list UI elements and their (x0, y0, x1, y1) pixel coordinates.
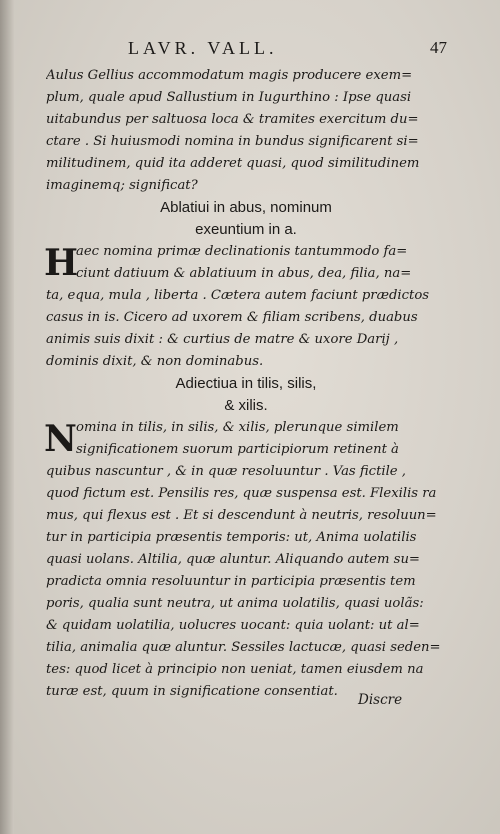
heading-line: exeuntium in a. (195, 221, 297, 238)
drop-cap-initial: H (44, 242, 79, 284)
text-line: ctare . Si huiusmodi nomina in bundus significarent si= (46, 134, 419, 149)
text-line: poris, qualia sunt neutra, ut anima uolatilis, quasi uolãs: (46, 596, 424, 611)
page-header (0, 38, 500, 62)
text-block (46, 65, 446, 703)
text-line: plum, quale apud Sallustium in Iugurthino : Ipse quasi (46, 90, 412, 105)
text-line: animis suis dixit : & curtius de matre & uxore Darij , (46, 332, 399, 347)
text-line: casus in is. Cicero ad uxorem & filiam scribens, duabus (46, 310, 418, 325)
text-line: turæ est, quum in significatione consentiat. (46, 684, 338, 699)
text-line: pradicta omnia resoluuntur in participia præsentis tem (46, 574, 416, 589)
text-line: mus, qui flexus est . Et si descendunt à neutris, resoluun= (46, 508, 437, 523)
running-head: LAVR. VALL. (128, 38, 278, 58)
paragraph-gellius (46, 65, 446, 197)
text-line: tes: quod licet à principio non ueniat, tamen eiusdem na (46, 662, 424, 677)
text-line: Aulus Gellius accommodatum magis producere exem= (46, 68, 413, 83)
heading-line: Adiectiua in tilis, silis, (175, 375, 317, 392)
heading-line: & xilis. (224, 397, 268, 414)
text-line: ciunt datiuum & ablatiuum in abus, dea, filia, na= (76, 266, 412, 281)
text-line: & quidam uolatilia, uolucres uocant: quia uolant: ut al= (46, 618, 420, 633)
text-line: significationem suorum participiorum retinent à (76, 442, 399, 457)
page-number: 47 (430, 38, 447, 57)
text-line: quod fictum est. Pensilis res, quæ suspensa est. Flexilis ra (46, 486, 437, 501)
text-line: tur in participia præsentis temporis: ut, Anima uolatilis (46, 530, 417, 545)
text-line: militudinem, quid ita adderet quasi, quod similitudinem (46, 156, 420, 171)
catchword: Discre (358, 692, 403, 708)
text-line: ta, equa, mula , liberta . Cætera autem faciunt prædictos (46, 288, 430, 303)
text-line: omina in tilis, in silis, & xilis, plerunque similem (76, 420, 399, 435)
paragraph-adiectiua (46, 417, 446, 703)
text-line: quibus nascuntur , & in quæ resoluuntur . Vas fictile , (46, 464, 406, 479)
section-heading-adiectiua (46, 373, 446, 417)
text-line: dominis dixit, & non dominabus. (46, 354, 264, 369)
section-heading-ablatiui (46, 197, 446, 241)
heading-line: Ablatiui in abus, nominum (160, 199, 332, 216)
text-line: quasi uolans. Altilia, quæ aluntur. Aliquando autem su= (46, 552, 420, 567)
paragraph-ablatiui (46, 241, 446, 373)
drop-cap-initial: N (44, 418, 77, 460)
text-line: aec nomina primæ declinationis tantummodo fa= (76, 244, 408, 259)
page-gutter-shadow (0, 0, 14, 834)
text-line: tilia, animalia quæ aluntur. Sessiles lactucæ, quasi seden= (46, 640, 441, 655)
text-line: imaginemq; significat? (46, 178, 198, 193)
text-line: uitabundus per saltuosa loca & tramites exercitum du= (46, 112, 419, 127)
